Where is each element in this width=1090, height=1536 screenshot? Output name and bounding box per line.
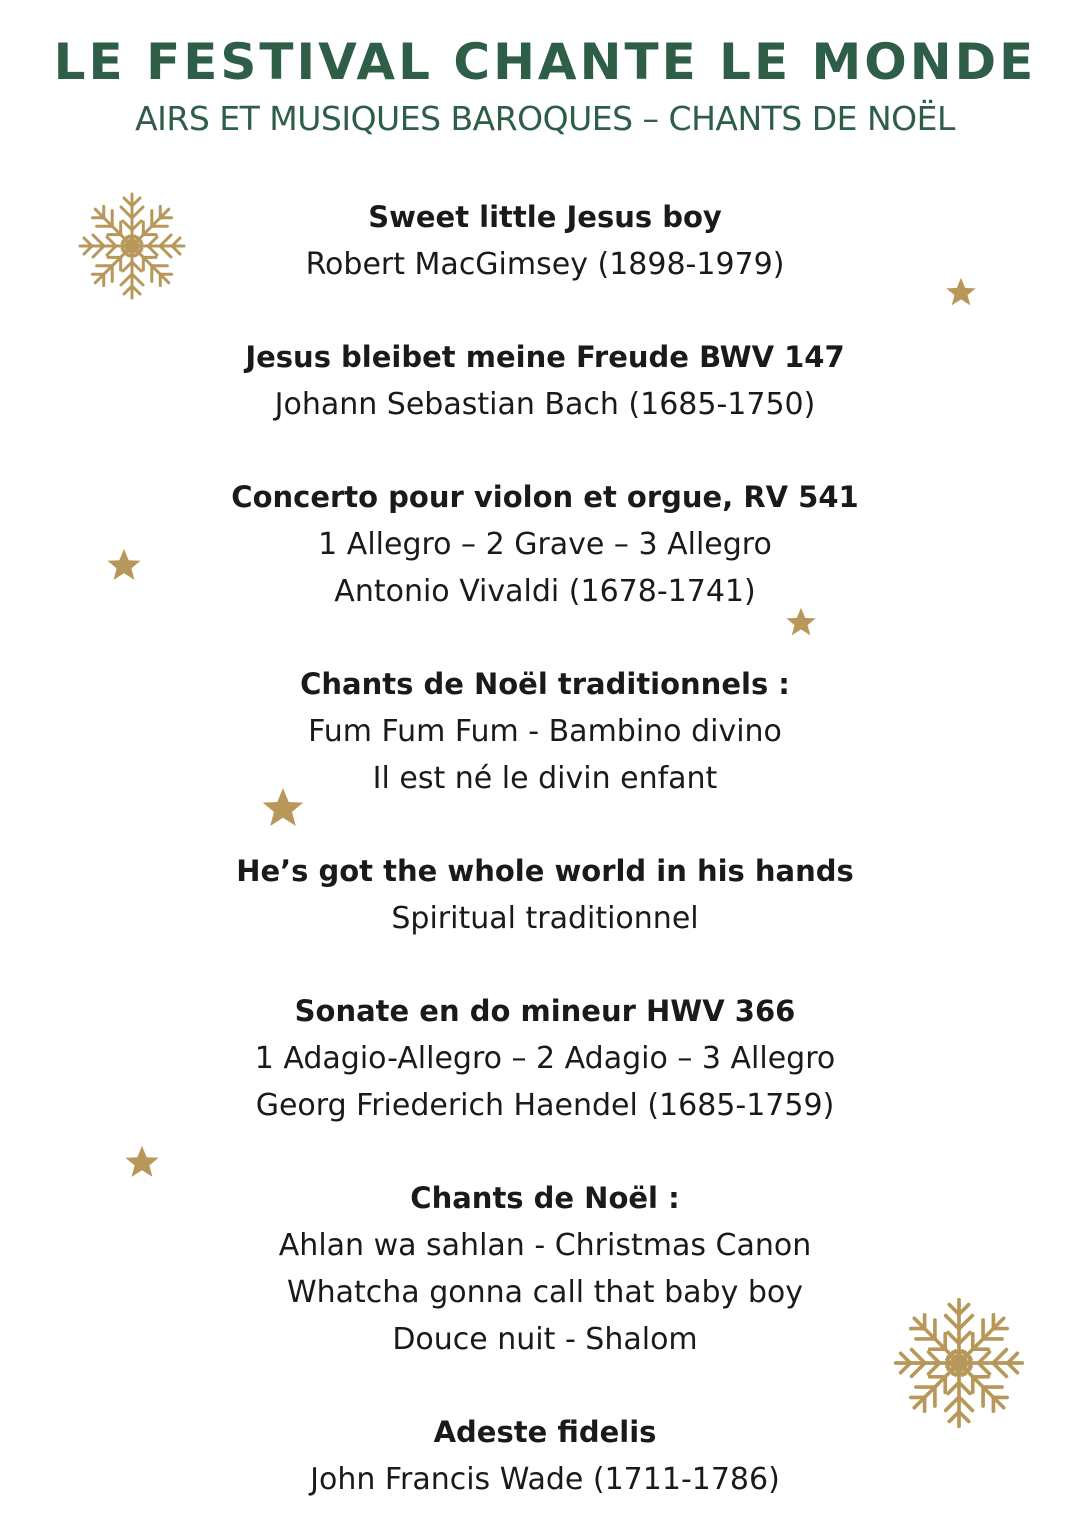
piece-composer: Georg Friederich Haendel (1685-1759) <box>255 1088 835 1123</box>
piece-composer: Antonio Vivaldi (1678-1741) <box>334 574 756 609</box>
piece-title: He’s got the whole world in his hands <box>236 854 854 888</box>
piece-detail: Whatcha gonna call that baby boy <box>286 1275 804 1310</box>
program-item <box>0 334 1090 428</box>
piece-title: Chants de Noël : <box>410 1181 680 1215</box>
piece-detail: Il est né le divin enfant <box>372 761 718 796</box>
page-title: LE FESTIVAL CHANTE LE MONDE <box>53 33 1037 91</box>
piece-composer: Johann Sebastian Bach (1685-1750) <box>274 387 816 422</box>
piece-detail: Ahlan wa sahlan - Christmas Canon <box>278 1228 812 1263</box>
program-item <box>0 474 1090 615</box>
star-icon <box>945 277 977 309</box>
piece-title: Chants de Noël traditionnels : <box>300 667 790 701</box>
piece-title: Concerto pour violon et orgue, RV 541 <box>231 480 859 514</box>
star-icon <box>124 1145 160 1181</box>
piece-movements: 1 Adagio-Allegro – 2 Adagio – 3 Allegro <box>254 1041 836 1076</box>
piece-composer: Robert MacGimsey (1898-1979) <box>305 247 785 282</box>
piece-title: Sweet little Jesus boy <box>368 200 722 234</box>
piece-title: Adeste fidelis <box>433 1415 657 1449</box>
star-icon <box>106 548 142 584</box>
piece-detail: Fum Fum Fum - Bambino divino <box>308 714 782 749</box>
piece-title: Sonate en do mineur HWV 366 <box>294 994 796 1028</box>
piece-composer: John Francis Wade (1711-1786) <box>310 1462 780 1497</box>
snowflake-icon <box>886 1290 1032 1436</box>
snowflake-icon <box>72 186 192 306</box>
star-icon <box>785 607 817 639</box>
piece-title: Jesus bleibet meine Freude BWV 147 <box>245 340 845 374</box>
star-icon <box>261 787 305 831</box>
program-item <box>0 988 1090 1129</box>
program-item <box>0 661 1090 802</box>
piece-composer: Spiritual traditionnel <box>391 901 699 936</box>
piece-detail: Douce nuit - Shalom <box>392 1322 698 1357</box>
page-subtitle: AIRS ET MUSIQUES BAROQUES – CHANTS DE NOËL <box>135 99 955 138</box>
program-item <box>0 848 1090 942</box>
header <box>0 30 1090 144</box>
piece-movements: 1 Allegro – 2 Grave – 3 Allegro <box>318 527 772 562</box>
